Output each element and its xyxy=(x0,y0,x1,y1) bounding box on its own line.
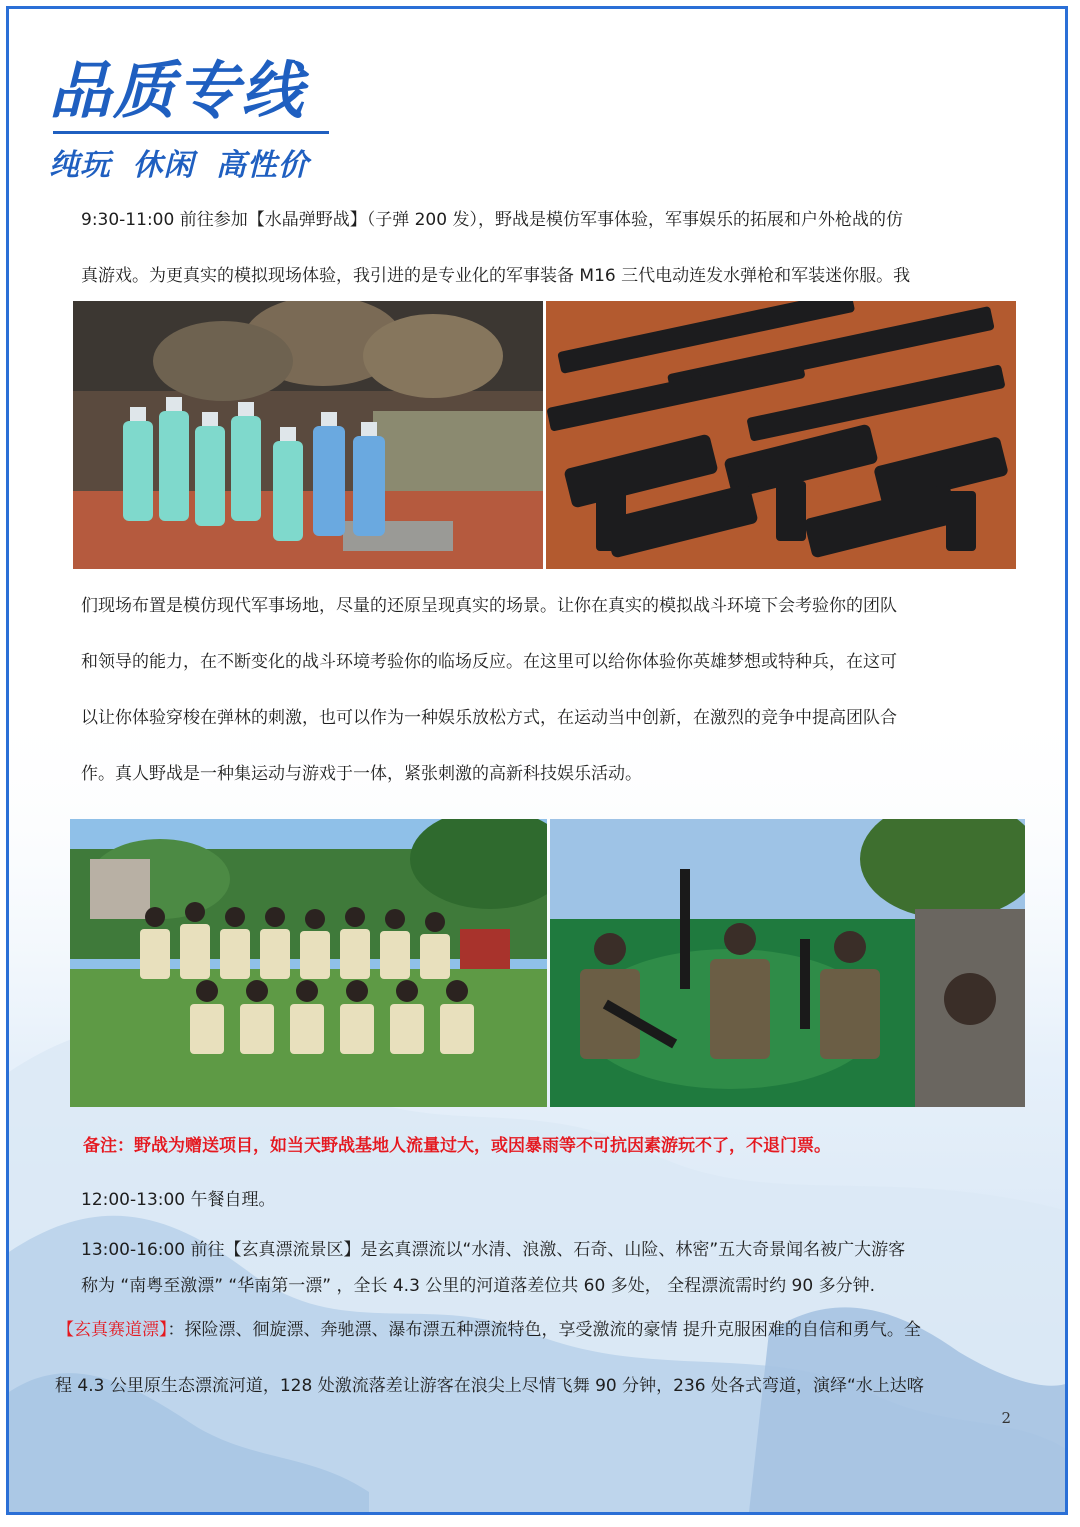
brand-divider xyxy=(53,131,329,134)
scene-line-1: 们现场布置是模仿现代军事场地，尽量的还原呈现真实的场景。让你在真实的模拟战斗环境下会考验你的团队 xyxy=(81,596,897,616)
brand-title: 品质专线 xyxy=(49,54,306,127)
intro-line-2: 真游戏。为更真实的模拟现场体验，我引进的是专业化的军事装备 M16 三代电动连发水弹枪和军装迷你服。我 xyxy=(81,266,911,286)
brand-header xyxy=(49,53,329,184)
rafting-line-4: 程 4.3 公里原生态漂流河道，128 处激流落差让游客在浪尖上尽情飞舞 90 分钟，236 处各式弯道，演绎“水上达喀 xyxy=(55,1376,924,1396)
track-label: 【玄真赛道漂】 xyxy=(57,1320,168,1340)
note-warning: 备注：野战为赠送项目，如当天野战基地人流量过大，或因暴雨等不可抗因素游玩不了，不退门票。 xyxy=(83,1136,831,1156)
lunch-line: 12:00-13:00 午餐自理。 xyxy=(81,1190,276,1210)
rafting-line-1: 13:00-16:00 前往【玄真漂流景区】是玄真漂流以“水清、浪激、石奇、山险、林密”五大奇景闻名被广大游客 xyxy=(81,1240,906,1260)
scene-line-4: 作。真人野战是一种集运动与游戏于一体，紧张刺激的高新科技娱乐活动。 xyxy=(81,764,642,784)
brand-subtitle: 纯玩 休闲 高性价 xyxy=(49,148,309,183)
rafting-line-2: 称为 “南粤至激漂” “华南第一漂” ，全长 4.3 公里的河道落差位共 60 多处， 全程漂流需时约 90 多分钟. xyxy=(81,1276,875,1296)
photo-team-group xyxy=(70,819,547,1107)
track-text: ：探险漂、徊旋漂、奔驰漂、瀑布漂五种漂流特色，享受激流的豪情 提升克服困难的自信和勇气。全 xyxy=(167,1320,921,1340)
page-frame xyxy=(6,6,1068,1515)
photo-gel-blasters xyxy=(546,301,1016,569)
page-number: 2 xyxy=(1001,1409,1011,1427)
photo-players-armed xyxy=(550,819,1025,1107)
scene-line-2: 和领导的能力，在不断变化的战斗环境考验你的临场反应。在这里可以给你体验你英雄梦想或特种兵，在这可 xyxy=(81,652,897,672)
scene-line-3: 以让你体验穿梭在弹林的刺激，也可以作为一种娱乐放松方式，在运动当中创新，在激烈的竞争中提高团队合 xyxy=(81,708,897,728)
photo-water-bullets xyxy=(73,301,543,569)
rafting-line-3 xyxy=(57,1315,921,1340)
intro-line-1: 9:30-11:00 前往参加【水晶弹野战】（子弹 200 发），野战是模仿军事体验，军事娱乐的拓展和户外枪战的仿 xyxy=(81,210,903,230)
